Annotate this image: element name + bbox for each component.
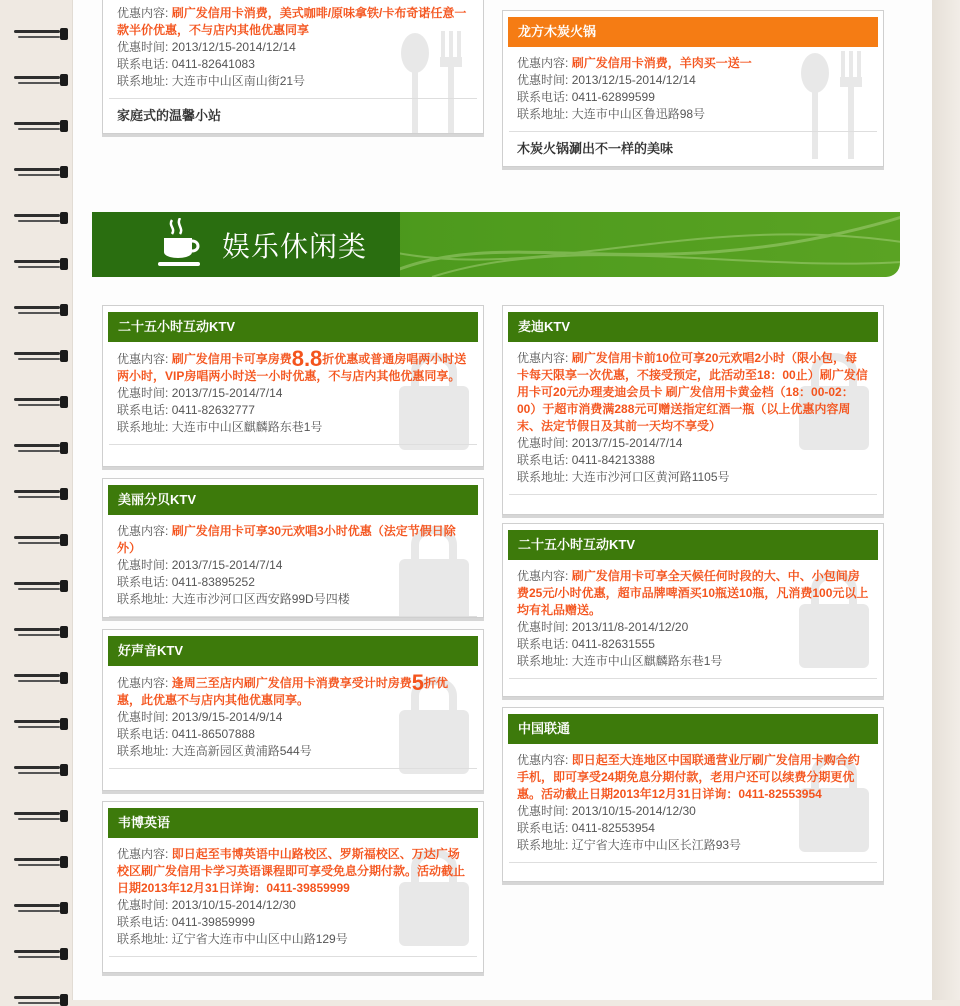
time-line <box>117 709 469 726</box>
address-line <box>117 591 469 608</box>
promo-line <box>517 350 869 435</box>
time-line <box>517 803 869 820</box>
time-label: 优惠时间: <box>517 804 569 818</box>
promo-label: 优惠内容: <box>517 753 569 767</box>
phone-value: 0411-62899599 <box>571 90 655 104</box>
promo-label: 优惠内容: <box>117 6 169 20</box>
phone-line <box>117 914 469 931</box>
time-value: 2013/7/15-2014/7/14 <box>571 436 683 450</box>
binding-ring <box>14 442 66 454</box>
merchant-name[interactable]: 韦博英语 <box>108 808 478 838</box>
address-value: 大连市中山区鲁迅路98号 <box>571 107 706 121</box>
section-title: 娱乐休闲类 <box>222 230 368 263</box>
promo-line <box>517 752 869 803</box>
phone-line <box>117 56 469 73</box>
merchant-slogan: 家庭式的温馨小站 <box>117 108 222 123</box>
address-line <box>517 653 869 670</box>
phone-value: 0411-84213388 <box>571 453 655 467</box>
time-label: 优惠时间: <box>117 710 169 724</box>
promo-text: 即日起至大连地区中国联通营业厅刷广发信用卡购合约手机，即可享受24期免息分期付款，老用户还可以续费分期更优惠。活动截止日期2013年12月31日详询：0411-82553954 <box>517 753 860 801</box>
phone-value: 0411-82641083 <box>171 57 255 71</box>
promo-label: 优惠内容: <box>517 56 569 70</box>
address-label: 联系地址: <box>517 654 569 668</box>
address-label: 联系地址: <box>517 470 569 484</box>
binding-ring <box>14 212 66 224</box>
time-line <box>117 39 469 56</box>
merchant-name[interactable]: 二十五小时互动KTV <box>108 312 478 342</box>
binding-ring <box>14 74 66 86</box>
promo-text: 刷广发信用卡可享全天候任何时段的大、中、小包间房费25元/小时优惠，超市品牌啤酒买10瓶送10瓶，凡消费100元以上均有礼品赠送。 <box>517 569 869 617</box>
address-label: 联系地址: <box>117 74 169 88</box>
promo-line <box>117 5 469 39</box>
binding-ring <box>14 580 66 592</box>
address-label: 联系地址: <box>117 744 169 758</box>
time-value: 2013/7/15-2014/7/14 <box>171 558 283 572</box>
time-line <box>117 897 469 914</box>
phone-label: 联系电话: <box>517 821 569 835</box>
time-value: 2013/10/15-2014/12/30 <box>571 804 696 818</box>
discount-highlight: 5 <box>411 670 424 695</box>
address-value: 辽宁省大连市中山区长江路93号 <box>571 838 742 852</box>
merchant-name[interactable]: 麦迪KTV <box>508 312 878 342</box>
promo-text: 即日起至韦博英语中山路校区、罗斯福校区、万达广场校区刷广发信用卡学习英语课程即可享受免息分期付款。活动截止日期2013年12月31日详询：0411-39859999 <box>117 847 466 895</box>
time-value: 2013/11/8-2014/12/20 <box>571 620 689 634</box>
address-label: 联系地址: <box>117 592 169 606</box>
promo-line <box>517 568 869 619</box>
merchant-card <box>502 707 884 882</box>
divider <box>509 494 877 495</box>
address-value: 大连市沙河口区西安路99D号四楼 <box>171 592 350 606</box>
promo-label: 优惠内容: <box>117 847 169 861</box>
phone-value: 0411-82553954 <box>571 821 655 835</box>
phone-label: 联系电话: <box>517 637 569 651</box>
merchant-name[interactable]: 美丽分贝KTV <box>108 485 478 515</box>
address-line <box>517 837 869 854</box>
address-value: 辽宁省大连市中山区中山路129号 <box>171 932 348 946</box>
phone-label: 联系电话: <box>117 575 169 589</box>
phone-value: 0411-86507888 <box>171 727 255 741</box>
merchant-name[interactable]: 好声音KTV <box>108 636 478 666</box>
merchant-card <box>502 305 884 515</box>
phone-line <box>117 726 469 743</box>
merchant-card <box>102 629 484 791</box>
address-label: 联系地址: <box>117 932 169 946</box>
phone-label: 联系电话: <box>117 403 169 417</box>
address-line <box>117 743 469 760</box>
address-value: 大连市中山区麒麟路东巷1号 <box>571 654 723 668</box>
divider <box>509 678 877 679</box>
promo-line <box>117 346 469 385</box>
divider <box>109 768 477 769</box>
phone-line <box>117 574 469 591</box>
binding-ring <box>14 304 66 316</box>
merchant-name[interactable]: 二十五小时互动KTV <box>508 530 878 560</box>
address-label: 联系地址: <box>117 420 169 434</box>
address-value: 大连市沙河口区黄河路1105号 <box>571 470 730 484</box>
address-label: 联系地址: <box>517 107 569 121</box>
time-label: 优惠时间: <box>117 898 169 912</box>
binding-ring <box>14 488 66 500</box>
phone-label: 联系电话: <box>117 57 169 71</box>
promo-label: 优惠内容: <box>517 351 569 365</box>
merchant-card-hotpot <box>502 10 884 167</box>
address-line <box>117 73 469 90</box>
binding-ring <box>14 902 66 914</box>
promo-text: 刷广发信用卡消费，美式咖啡/原味拿铁/卡布奇诺任意一款半价优惠，不与店内其他优惠同享 <box>117 6 467 37</box>
time-value: 2013/7/15-2014/7/14 <box>171 386 283 400</box>
phone-label: 联系电话: <box>517 453 569 467</box>
phone-line <box>117 402 469 419</box>
merchant-card <box>102 305 484 467</box>
promo-text: 刷广发信用卡可享房费 <box>171 352 292 366</box>
promo-text: 逢周三至店内刷广发信用卡消费享受计时房费 <box>171 676 412 690</box>
time-value: 2013/10/15-2014/12/30 <box>171 898 296 912</box>
time-label: 优惠时间: <box>117 558 169 572</box>
promo-line <box>117 523 469 557</box>
time-label: 优惠时间: <box>117 40 169 54</box>
phone-line <box>517 636 869 653</box>
phone-value: 0411-82632777 <box>171 403 255 417</box>
phone-line <box>517 89 869 106</box>
merchant-card-coffee <box>102 0 484 134</box>
binding-ring <box>14 764 66 776</box>
promo-text: 刷广发信用卡消费，羊肉买一送一 <box>571 56 752 70</box>
binding-ring <box>14 258 66 270</box>
address-line <box>117 931 469 948</box>
time-value: 2013/9/15-2014/9/14 <box>171 710 283 724</box>
phone-value: 0411-83895252 <box>171 575 255 589</box>
binding-ring <box>14 948 66 960</box>
phone-value: 0411-39859999 <box>171 915 255 929</box>
decorative-swoosh <box>392 212 900 277</box>
divider <box>109 444 477 445</box>
time-line <box>117 385 469 402</box>
promo-line <box>517 55 869 72</box>
time-label: 优惠时间: <box>517 436 569 450</box>
time-line <box>517 619 869 636</box>
binding-ring <box>14 120 66 132</box>
phone-line <box>517 452 869 469</box>
address-line <box>517 469 869 486</box>
time-label: 优惠时间: <box>117 386 169 400</box>
page-edge <box>932 0 960 1000</box>
promo-line <box>117 670 469 709</box>
binding-ring <box>14 718 66 730</box>
binding-ring <box>14 672 66 684</box>
address-label: 联系地址: <box>517 838 569 852</box>
binding-ring <box>14 856 66 868</box>
discount-highlight: 8.8 <box>291 346 323 371</box>
address-line <box>117 419 469 436</box>
address-value: 大连市中山区南山街21号 <box>171 74 306 88</box>
divider <box>109 616 477 617</box>
binding-ring <box>14 626 66 638</box>
coffee-cup-icon <box>158 218 202 270</box>
promo-label: 优惠内容: <box>117 676 169 690</box>
phone-label: 联系电话: <box>117 727 169 741</box>
merchant-name[interactable]: 中国联通 <box>508 714 878 744</box>
binding-ring <box>14 166 66 178</box>
promo-text: 刷广发信用卡可享30元欢唱3小时优惠（法定节假日除外） <box>117 524 456 555</box>
phone-label: 联系电话: <box>517 90 569 104</box>
phone-label: 联系电话: <box>117 915 169 929</box>
promo-text: 刷广发信用卡前10位可享20元欢唱2小时（限小包，每卡每天限享一次优惠，不接受预定，此活动至18：00止）刷广发信用卡可20元办理麦迪会员卡 刷广发信用卡黄金档（18：00-02：00）于超市消费满288元可赠送指定红酒一瓶（以上优惠内容周末、法定节假日及其前一天均不享受） <box>517 351 868 433</box>
promo-label: 优惠内容: <box>117 524 169 538</box>
promo-text-cont: 折优惠或普通房唱两小时送两小时，VIP房唱两小时送一小时优惠，不与店内其他优惠同享。 <box>117 352 467 383</box>
binding-ring <box>14 396 66 408</box>
time-value: 2013/12/15-2014/12/14 <box>171 40 296 54</box>
binding-ring <box>14 810 66 822</box>
binding-ring <box>14 350 66 362</box>
merchant-card <box>102 801 484 973</box>
phone-line <box>517 820 869 837</box>
merchant-card <box>102 478 484 618</box>
phone-value: 0411-82631555 <box>571 637 655 651</box>
time-line <box>517 72 869 89</box>
address-line <box>517 106 869 123</box>
address-value: 大连高新园区黄浦路544号 <box>171 744 312 758</box>
binding-ring <box>14 994 66 1006</box>
time-value: 2013/12/15-2014/12/14 <box>571 73 696 87</box>
promo-line <box>117 846 469 897</box>
binding-ring <box>14 28 66 40</box>
merchant-card <box>502 523 884 697</box>
time-line <box>517 435 869 452</box>
address-value: 大连市中山区麒麟路东巷1号 <box>171 420 323 434</box>
merchant-name[interactable]: 龙方木炭火锅 <box>508 17 878 47</box>
promo-label: 优惠内容: <box>117 352 169 366</box>
section-banner-entertainment <box>92 212 900 277</box>
merchant-slogan: 木炭火锅涮出不一样的美味 <box>517 141 674 156</box>
binding-ring <box>14 534 66 546</box>
time-line <box>117 557 469 574</box>
promo-label: 优惠内容: <box>517 569 569 583</box>
promo-text-cont: 折优惠，此优惠不与店内其他优惠同享。 <box>117 676 448 707</box>
time-label: 优惠时间: <box>517 73 569 87</box>
divider <box>109 956 477 957</box>
divider <box>509 862 877 863</box>
time-label: 优惠时间: <box>517 620 569 634</box>
